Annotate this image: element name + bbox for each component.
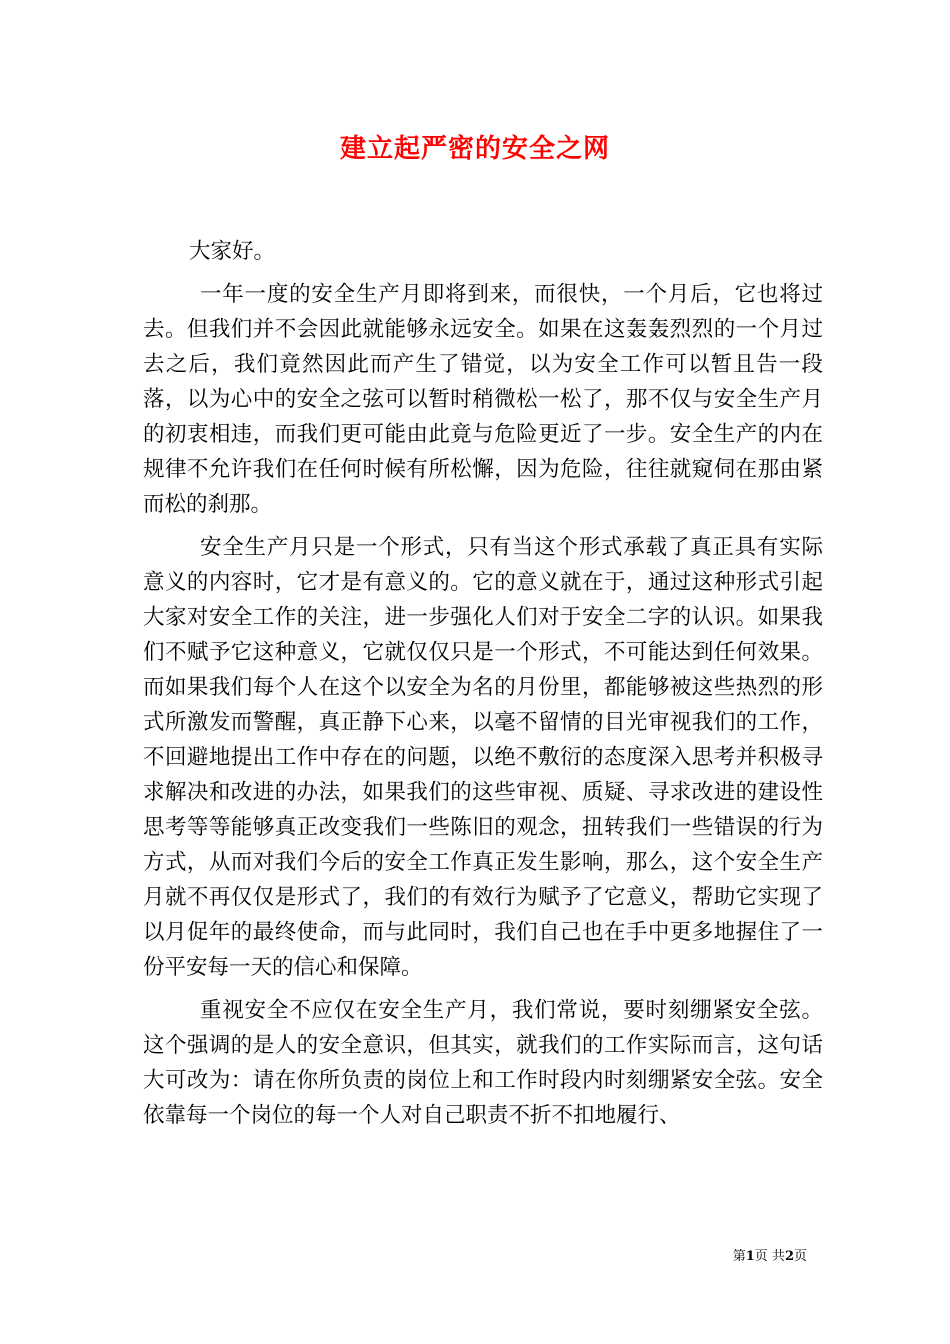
paragraph-3: 重视安全不应仅在安全生产月，我们常说，要时刻绷紧安全弦。这个强调的是人的安全意识，但其实，就我们的工作实际而言，这句话大可改为：请在你所负责的岗位上和工作时段内时刻绷紧安全弦。安全依靠每一个岗位的每一个人对自己职责不折不扣地履行、 [143,998,823,1128]
footer-middle: 页 共 [754,1249,785,1264]
footer-suffix: 页 [793,1249,807,1264]
paragraph-1: 一年一度的安全生产月即将到来，而很快，一个月后，它也将过去。但我们并不会因此就能够永远安全。如果在这轰轰烈烈的一个月过去之后，我们竟然因此而产生了错觉，以为安全工作可以暂且告一段落，以为心中的安全之弦可以暂时稍微松一松了，那不仅与安全生产月的初衷相违，而我们更可能由此竟与危险更近了一步。安全生产的内在规律不允许我们在任何时候有所松懈，因为危险，往往就窥伺在那由紧而松的刹那。 [143,282,823,517]
footer-current-page: 1 [745,1249,755,1264]
paragraph-2: 安全生产月只是一个形式，只有当这个形式承载了真正具有实际意义的内容时，它才是有意义的。它的意义就在于，通过这种形式引起大家对安全工作的关注，进一步强化人们对于安全二字的认识。如果我们不赋予它这种意义，它就仅仅只是一个形式，不可能达到任何效果。而如果我们每个人在这个以安全为名的月份里，都能够被这些热烈的形式所激发而警醒，真正静下心来，以毫不留情的目光审视我们的工作，不回避地提出工作中存在的问题，以绝不敷衍的态度深入思考并积极寻求解决和改进的办法，如果我们的这些审视、质疑、寻求改进的建设性思考等等能够真正改变我们一些陈旧的观念，扭转我们一些错误的行为方式，从而对我们今后的安全工作真正发生影响，那么，这个安全生产月就不再仅仅是形式了，我们的有效行为赋予了它意义，帮助它实现了以月促年的最终使命，而与此同时，我们自己也在手中更多地握住了一份平安每一天的信心和保障。 [143,535,823,980]
footer-prefix: 第 [732,1249,746,1264]
document-title: 建立起严密的安全之网 [339,134,610,164]
footer-total-pages: 2 [784,1249,794,1264]
page-footer [733,1245,807,1264]
greeting: 大家好。 [189,239,276,264]
document-body [143,234,823,1141]
